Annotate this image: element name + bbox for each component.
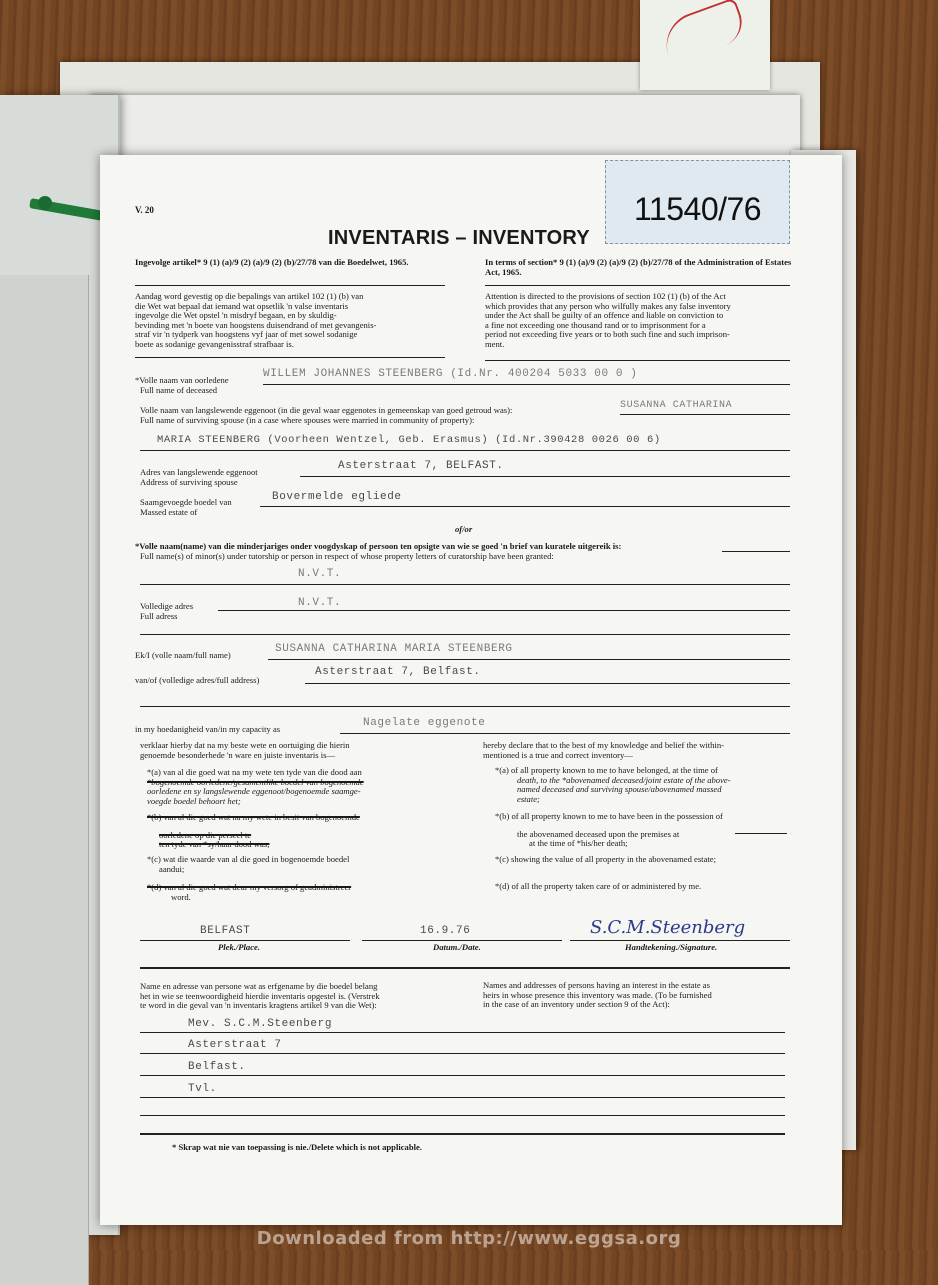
clause-c-en: *(c) showing the value of all property in the abovenamed estate;: [495, 854, 716, 864]
signature: S.C.M.Steenberg: [590, 917, 746, 938]
footnote: * Skrap wat nie van toepassing is nie./Delete which is not applicable.: [172, 1142, 422, 1152]
declaration-af-intro: verklaar hierby dat na my beste wete en oortuiging die hierin genoemde besonderhede 'n ware en juiste inventaris is—: [140, 740, 350, 760]
folder-page-edge: [0, 275, 89, 1285]
clause-d-af: *(d) van al die goed wat deur my versorg of geadministreer word.: [147, 882, 352, 902]
full-address-field[interactable]: N.V.T.: [298, 597, 342, 609]
pen-mark: [657, 0, 748, 65]
minors-field[interactable]: N.V.T.: [298, 568, 342, 580]
intro-af: Ingevolge artikel* 9 (1) (a)/9 (2) (a)/9 (2) (b)/27/78 van die Boedelwet, 1965.: [135, 257, 409, 267]
date-label: Datum./Date.: [433, 942, 481, 952]
watermark: Downloaded from http://www.eggsa.org: [256, 1228, 682, 1249]
spouse-name-field-1[interactable]: SUSANNA CATHARINA: [620, 400, 733, 411]
deceased-label-en: Full name of deceased: [140, 385, 218, 395]
clause-d-en: *(d) of all the property taken care of or administered by me.: [495, 881, 702, 891]
reference-number: 11540/76: [634, 191, 762, 227]
reference-label: [605, 160, 790, 244]
capacity-field[interactable]: Nagelate eggenote: [363, 717, 486, 729]
massed-estate-label-en: Massed estate of: [140, 507, 198, 517]
spouse-address-field[interactable]: Asterstraat 7, BELFAST.: [338, 460, 504, 472]
or-separator: of/or: [455, 524, 473, 534]
deceased-name-field[interactable]: WILLEM JOHANNES STEENBERG (Id.Nr. 400204 5033 00 0 ): [263, 368, 638, 380]
spouse-label-en: Full name of surviving spouse (in a case where spouses were married in community of property):: [140, 415, 475, 425]
declarant-label: Ek/I (volle naam/full name): [135, 650, 231, 660]
heirs-label-af: Name en adresse van persone wat as erfgename by die boedel belang het in wie se teenwoordigheid hierdie inventaris opgestel is. (Verstrek te word in die geval van 'n inventaris kragtens artikel 9 van die Wet):: [140, 981, 380, 1011]
spouse-name-field-2[interactable]: MARIA STEENBERG (Voorheen Wentzel, Geb. Erasmus) (Id.Nr.390428 0026 00 6): [157, 434, 661, 446]
heir-entry-1[interactable]: Mev. S.C.M.Steenberg: [188, 1018, 333, 1030]
deceased-label-af: *Volle naam van oorledene: [135, 375, 229, 385]
minors-label-en: Full name(s) of minor(s) under tutorship or person in respect of whose property letters of curatorship have been granted:: [140, 551, 554, 561]
place-field[interactable]: BELFAST: [200, 925, 251, 937]
place-label: Plek./Place.: [218, 942, 260, 952]
warning-en: Attention is directed to the provisions of section 102 (1) (b) of the Act which provides that any person who wilfully makes any false inventory under the Act shall be guilty of an offence and liable on conviction to a fine not exceeding one thousand rand or to imprisonment for a period not exceeding five years or to both such fine and such imprison- ment.: [485, 291, 731, 349]
clause-c-af: *(c) wat die waarde van al die goed in bogenoemde boedel aandui;: [147, 854, 350, 874]
inventory-form-page: [100, 155, 842, 1225]
declarant-address-field[interactable]: Asterstraat 7, Belfast.: [315, 666, 481, 678]
heir-entry-4[interactable]: Tvl.: [188, 1083, 217, 1095]
clause-b-af: *(b) van al die goed wat na my wete in besit van bogenoemde oorledene op die perseel te ten tyde van *sy/haar dood was;: [147, 812, 360, 850]
massed-estate-label-af: Saamgevoegde boedel van: [140, 497, 232, 507]
form-code: V. 20: [135, 205, 154, 215]
heir-entry-3[interactable]: Belfast.: [188, 1061, 246, 1073]
spouse-address-label-af: Adres van langslewende eggenoot: [140, 467, 258, 477]
intro-en: In terms of section* 9 (1) (a)/9 (2) (a)/9 (2) (b)/27/78 of the Administration of Estates Act, 1965.: [485, 257, 792, 277]
date-field[interactable]: 16.9.76: [420, 925, 471, 937]
spouse-address-label-en: Address of surviving spouse: [140, 477, 238, 487]
full-address-label-af: Volledige adres: [140, 601, 194, 611]
sticky-note: [640, 0, 770, 90]
signature-label: Handtekening./Signature.: [625, 942, 718, 952]
clause-a-af: *(a) van al die goed wat na my wete ten tyde van die dood aan *bogenoemde oorledene/gesamentlike boedel van bogenoemde oorledene en sy langslewende eggenoot/bogenoemde saamge- voegde boedel behoort het;: [147, 767, 364, 806]
declaration-en-intro: hereby declare that to the best of my knowledge and belief the within- mentioned is a true and correct inventory—: [483, 740, 725, 760]
heirs-label-en: Names and addresses of persons having an interest in the estate as heirs in whose presence this inventory was made. (To be furnished in the case of an inventory under section 9 of the Act):: [483, 980, 712, 1010]
declarant-name-field[interactable]: SUSANNA CATHARINA MARIA STEENBERG: [275, 643, 513, 655]
spouse-label-af: Volle naam van langslewende eggenoot (in die geval waar eggenotes in gemeenskap van goed getroud was):: [140, 405, 513, 415]
heir-entry-2[interactable]: Asterstraat 7: [188, 1039, 282, 1051]
declarant-address-label: van/of (volledige adres/full address): [135, 675, 260, 685]
massed-estate-field[interactable]: Bovermelde egliede: [272, 491, 402, 503]
minors-label-af: *Volle naam(name) van die minderjariges onder voogdyskap of persoon ten opsigte van wie se goed 'n brief van kuratele uitgereik is:: [135, 541, 622, 551]
green-tag-knot: [38, 196, 52, 210]
form-title: INVENTARIS – INVENTORY: [328, 227, 590, 249]
clause-b-en: *(b) of all property known to me to have been in the possession of the abovenamed deceased upon the premises at at the time of *his/her death;: [495, 811, 723, 849]
warning-af: Aandag word gevestig op die bepalings van artikel 102 (1) (b) van die Wet wat bepaal dat iemand wat opsetlik 'n valse inventaris ingevolge die Wet opstel 'n misdryf begaan, en by skuldig- bevinding met 'n boete van hoogstens duisendrand of met gevangenis- straf vir 'n tydperk van hoogstens vyf jaar of met sowel sodanige boete as sodanige gevangenisstraf strafbaar is.: [135, 291, 377, 349]
clause-a-en: *(a) of all property known to me to have belonged, at the time of death, to the *abovenamed deceased/joint estate of the above- named deceased and surviving spouse/abovenamed massed estate;: [495, 765, 731, 804]
full-address-label-en: Full adress: [140, 611, 178, 621]
capacity-label: in my hoedanigheid van/in my capacity as: [135, 724, 281, 734]
